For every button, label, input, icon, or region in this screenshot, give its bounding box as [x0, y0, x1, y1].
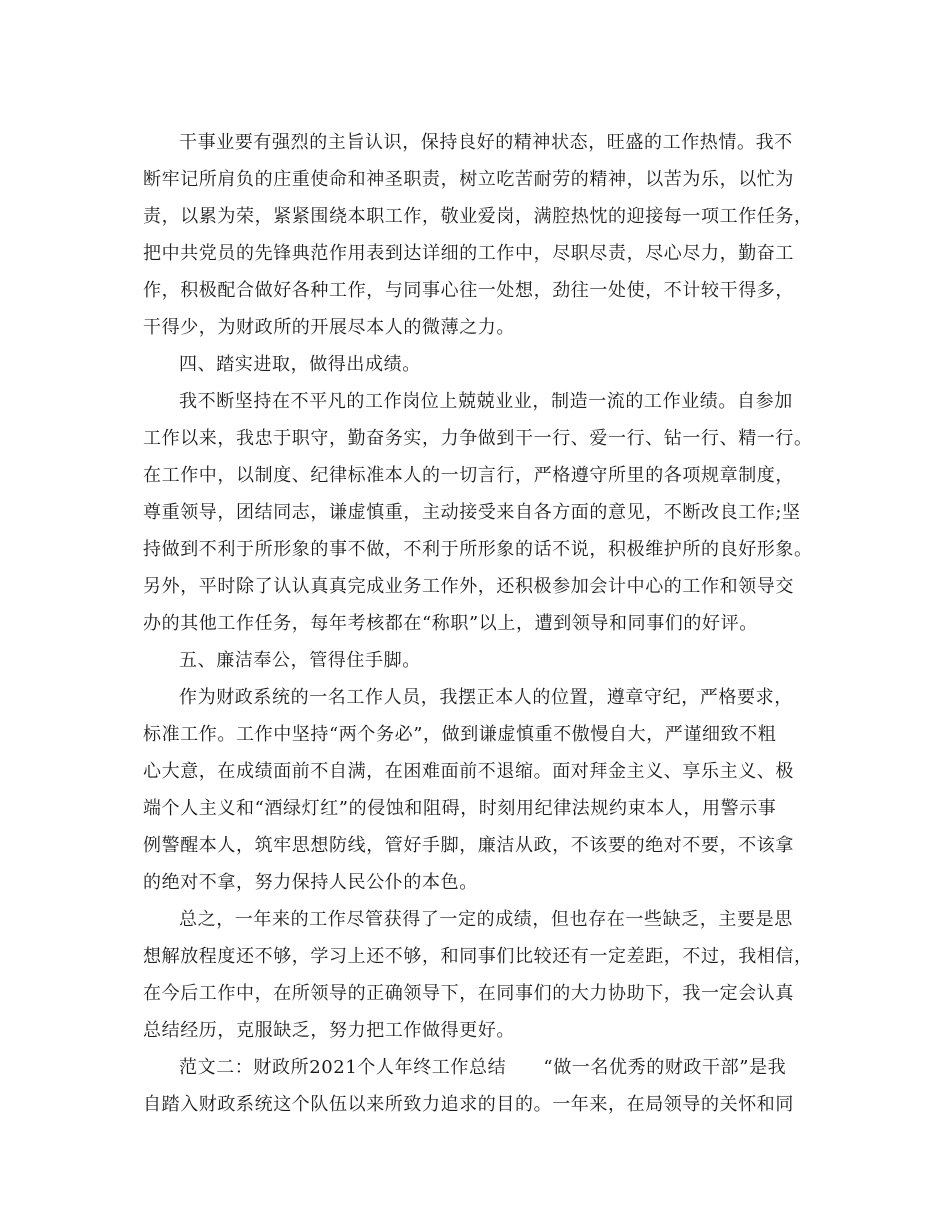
text-line: 工作以来，我忠于职守，勤奋务实，力争做到干一行、爱一行、钻一行、精一行。: [143, 428, 813, 449]
text-line: 持做到不利于所形象的事不做，不利于所形象的话不说，积极维护所的良好形象。: [143, 539, 813, 560]
text-line: 五、廉洁奉公，管得住手脚。: [179, 650, 421, 671]
text-line: 责，以累为荣，紧紧围绕本职工作，敬业爱岗，满腔热忱的迎接每一项工作任务，: [143, 206, 813, 227]
text-line: 干事业要有强烈的主旨认识，保持良好的精神状态，旺盛的工作热情。我不: [179, 132, 793, 153]
text-line: 另外，平时除了认认真真完成业务工作外，还积极参加会计中心的工作和领导交: [143, 576, 794, 597]
document-body: [143, 124, 813, 1123]
text-line: 我不断坚持在不平凡的工作岗位上兢兢业业，制造一流的工作业绩。自参加: [179, 391, 793, 412]
text-line: 尊重领导，团结同志，谦虚慎重，主动接受来自各方面的意见，不断改良工作;坚: [143, 502, 801, 523]
text-line: 作为财政系统的一名工作人员，我摆正本人的位置，遵章守纪，严格要求，: [179, 687, 793, 708]
text-line: 把中共党员的先锋典范作用表到达详细的工作中，尽职尽责，尽心尽力，勤奋工: [143, 243, 794, 264]
text-line: 在今后工作中，在所领导的正确领导下，在同事们的大力协助下，我一定会认真: [143, 983, 794, 1004]
text-line: 标准工作。工作中坚持“两个务必”，做到谦虚慎重不傲慢自大，严谨细致不粗: [143, 724, 777, 745]
text-line: 断牢记所肩负的庄重使命和神圣职责，树立吃苦耐劳的精神，以苦为乐，以忙为: [143, 169, 794, 190]
text-line: 办的其他工作任务，每年考核都在“称职”以上，遭到领导和同事们的好评。: [143, 613, 758, 634]
text-line: 范文二：财政所2021个人年终工作总结 “做一名优秀的财政干部”是我: [179, 1057, 787, 1078]
text-line: 心大意，在成绩面前不自满，在困难面前不退缩。面对拜金主义、享乐主义、极: [143, 761, 794, 782]
text-line: 四、踏实进取，做得出成绩。: [179, 354, 421, 375]
text-line: 例警醒本人，筑牢思想防线，管好手脚，廉洁从政，不该要的绝对不要，不该拿: [143, 835, 794, 856]
text-line: 想解放程度还不够，学习上还不够，和同事们比较还有一定差距，不过，我相信，: [143, 946, 813, 967]
text-line: 总结经历，克服缺乏，努力把工作做得更好。: [143, 1020, 515, 1041]
text-line: 的绝对不拿，努力保持人民公仆的本色。: [143, 872, 478, 893]
text-line: 在工作中，以制度、纪律标准本人的一切言行，严格遵守所里的各项规章制度，: [143, 465, 794, 486]
text-line: 干得少，为财政所的开展尽本人的微薄之力。: [143, 317, 515, 338]
text-line: 端个人主义和“酒绿灯红”的侵蚀和阻碍，时刻用纪律法规约束本人，用警示事: [143, 798, 777, 819]
text-line: 总之，一年来的工作尽管获得了一定的成绩，但也存在一些缺乏，主要是思: [179, 909, 793, 930]
text-line: 作，积极配合做好各种工作，与同事心往一处想，劲往一处使，不计较干得多，: [143, 280, 794, 301]
text-line: 自踏入财政系统这个队伍以来所致力追求的目的。一年来，在局领导的关怀和同: [143, 1094, 794, 1115]
